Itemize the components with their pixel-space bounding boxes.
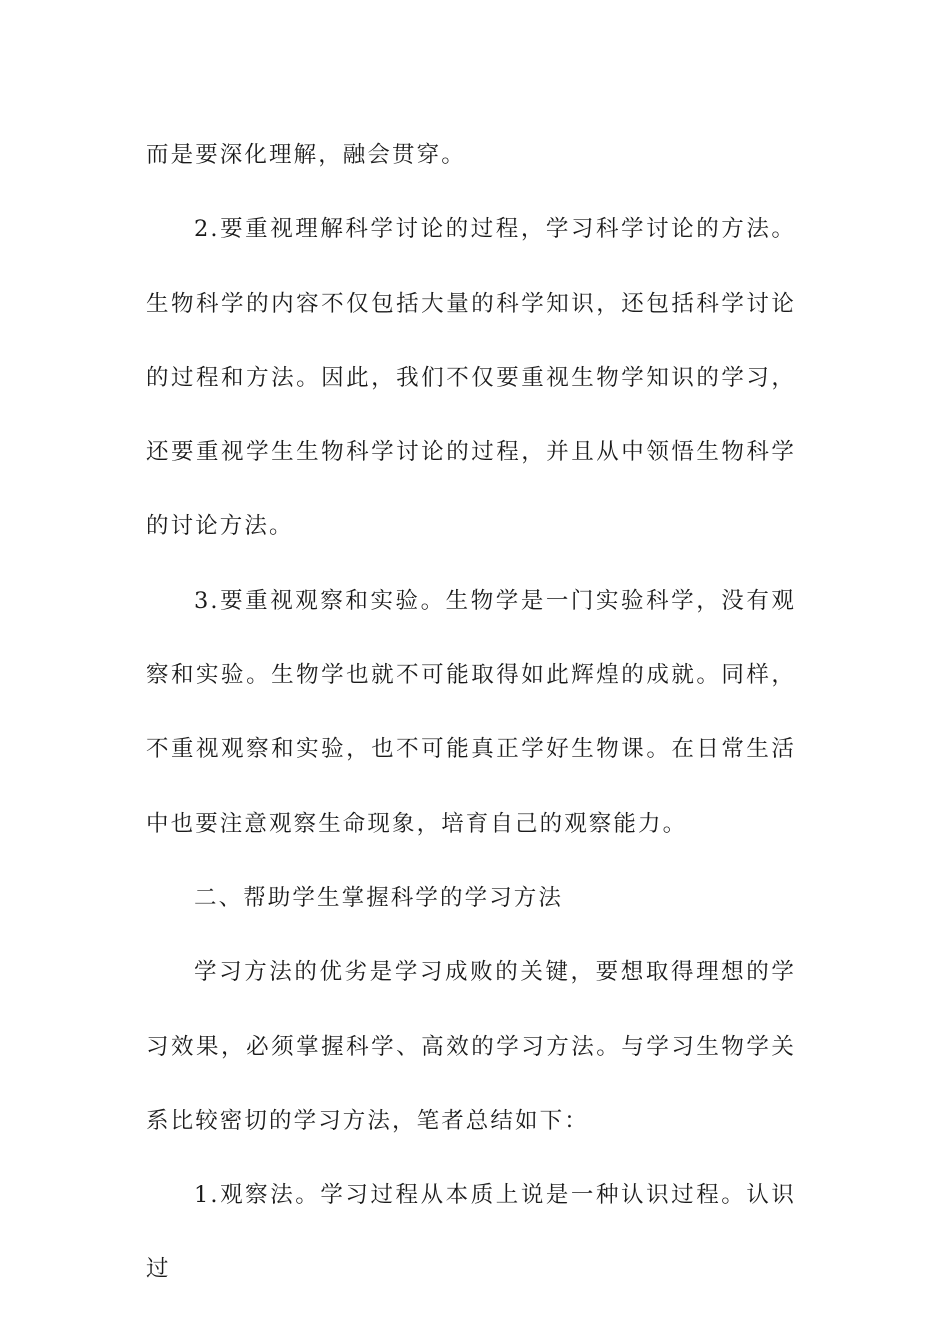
paragraph: 2.要重视理解科学讨论的过程，学习科学讨论的方法。生物科学的内容不仅包括大量的科学知识，还包括科学讨论的过程和方法。因此，我们不仅要重视生物学知识的学习，还要重视学生生物科学讨论的过程，并且从中领悟生物科学的讨论方法。: [146, 216, 796, 540]
paragraph: 学习方法的优劣是学习成败的关键，要想取得理想的学习效果，必须掌握科学、高效的学习方法。与学习生物学关系比较密切的学习方法，笔者总结如下：: [146, 959, 796, 1134]
paragraph: 1.观察法。学习过程从本质上说是一种认识过程。认识过: [146, 1182, 796, 1283]
paragraph: 3.要重视观察和实验。生物学是一门实验科学，没有观察和实验。生物学也就不可能取得如此辉煌的成就。同样，不重视观察和实验，也不可能真正学好生物课。在日常生活中也要注意观察生命现象，培育自己的观察能力。: [146, 587, 796, 837]
document-body: [146, 118, 796, 1307]
paragraph: 而是要深化理解，融会贯穿。: [146, 142, 466, 168]
section-heading: 二、帮助学生掌握科学的学习方法: [194, 884, 564, 911]
